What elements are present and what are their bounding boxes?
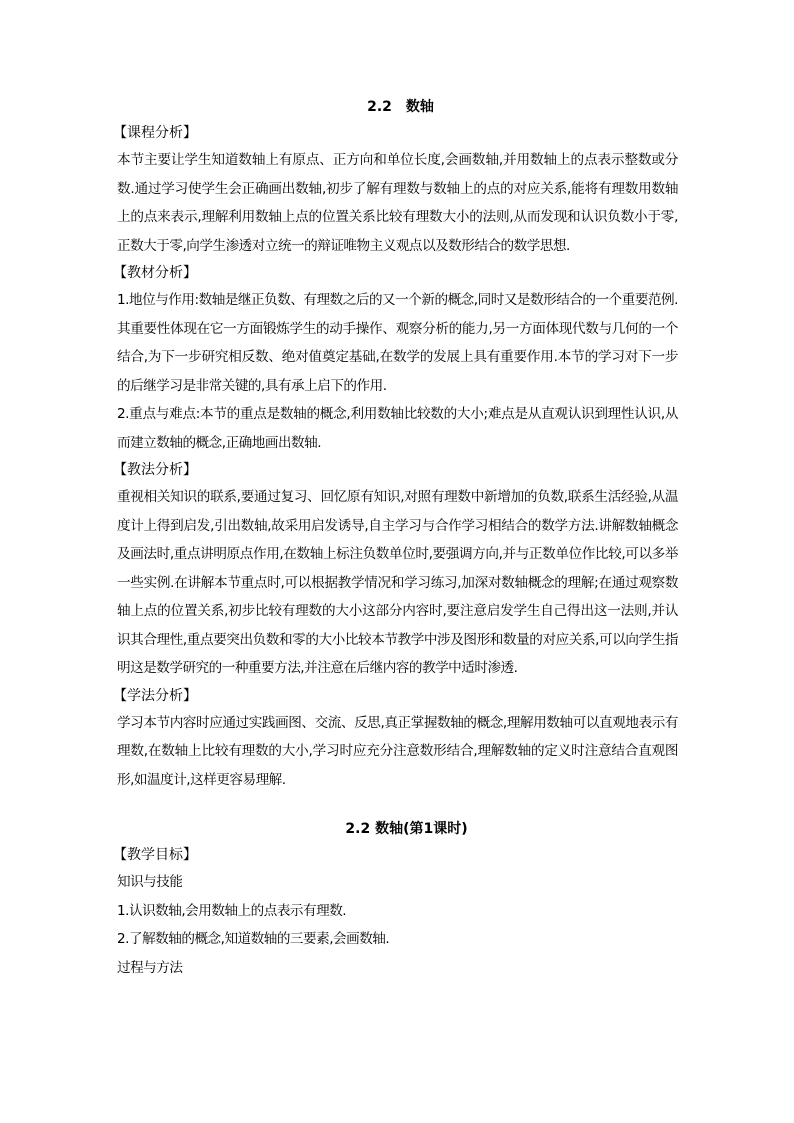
- knowledge-item-2: 2.了解数轴的概念,知道数轴的三要素,会画数轴.: [117, 931, 390, 947]
- material-analysis-item-2: 2.重点与难点:本节的重点是数轴的概念,利用数轴比较数的大小;难点是从直观认识到理性认识,从而建立数轴的概念,正确地画出数轴.: [117, 406, 678, 451]
- document-page: [113, 94, 678, 982]
- learning-method-text: 学习本节内容时应通过实践画图、交流、反思,真正掌握数轴的概念,理解用数轴可以直观地表示有理数,在数轴上比较有理数的大小,学习时应充分注意数形结合,理解数轴的定义时注意结合直观图形,如温度计,这样更容易理解.: [117, 714, 678, 788]
- learning-method-heading: 【学法分析】: [113, 687, 197, 704]
- material-analysis-item-1: 1.地位与作用:数轴是继正负数、有理数之后的又一个新的概念,同时又是数形结合的一个重要范例.其重要性体现在它一方面锻炼学生的动手操作、观察分析的能力,另一方面体现代数与几何的一个结合,为下一步研究相反数、绝对值奠定基础,在数学的发展上具有重要作用.本节的学习对下一步的后继学习是非常关键的,具有承上启下的作用.: [117, 292, 678, 394]
- section-spacer: [117, 794, 678, 816]
- course-analysis-heading: 【课程分析】: [113, 125, 197, 141]
- course-analysis-text: 本节主要让学生知道数轴上有原点、正方向和单位长度,会画数轴,并用数轴上的点表示整数或分数.通过学习使学生会正确画出数轴,初步了解有理数与数轴上的点的对应关系,能将有理数用数轴上的点来表示,理解利用数轴上点的位置关系比较有理数大小的法则,从而发现和认识负数小于零,正数大于零,向学生渗透对立统一的辩证唯物主义观点以及数形结合的数学思想.: [117, 152, 678, 254]
- knowledge-item-1: 1.认识数轴,会用数轴上的点表示有理数.: [117, 902, 347, 919]
- knowledge-skills-heading: 知识与技能: [117, 874, 183, 890]
- teaching-objectives-heading: 【教学目标】: [113, 847, 197, 863]
- teaching-method-heading: 【教法分析】: [113, 462, 197, 478]
- teaching-method-text: 重视相关知识的联系,要通过复习、回忆原有知识,对照有理数中新增加的负数,联系生活经验,从温度计上得到启发,引出数轴,故采用启发诱导,自主学习与合作学习相结合的数学方法.讲解数轴概念及画法时,重点讲明原点作用,在数轴上标注负数单位时,要强调方向,并与正数单位作比较,可以多举一些实例.在讲解本节重点时,可以根据教学情况和学习练习,加深对数轴概念的理解;在通过观察数轴上点的位置关系,初步比较有理数的大小这部分内容时,要注意启发学生自己得出这一法则,并认识其合理性,重点要突出负数和零的大小比较本节教学中涉及图形和数量的对应关系,可以向学生指明这是数学研究的一种重要方法,并注意在后继内容的教学中适时渗透.: [117, 489, 678, 676]
- material-analysis-heading: 【教材分析】: [113, 265, 197, 281]
- process-method-heading: 过程与方法: [117, 959, 183, 976]
- section-title: 2.2 数轴: [367, 99, 434, 115]
- lesson-title: 2.2 数轴(第1课时): [345, 821, 468, 837]
